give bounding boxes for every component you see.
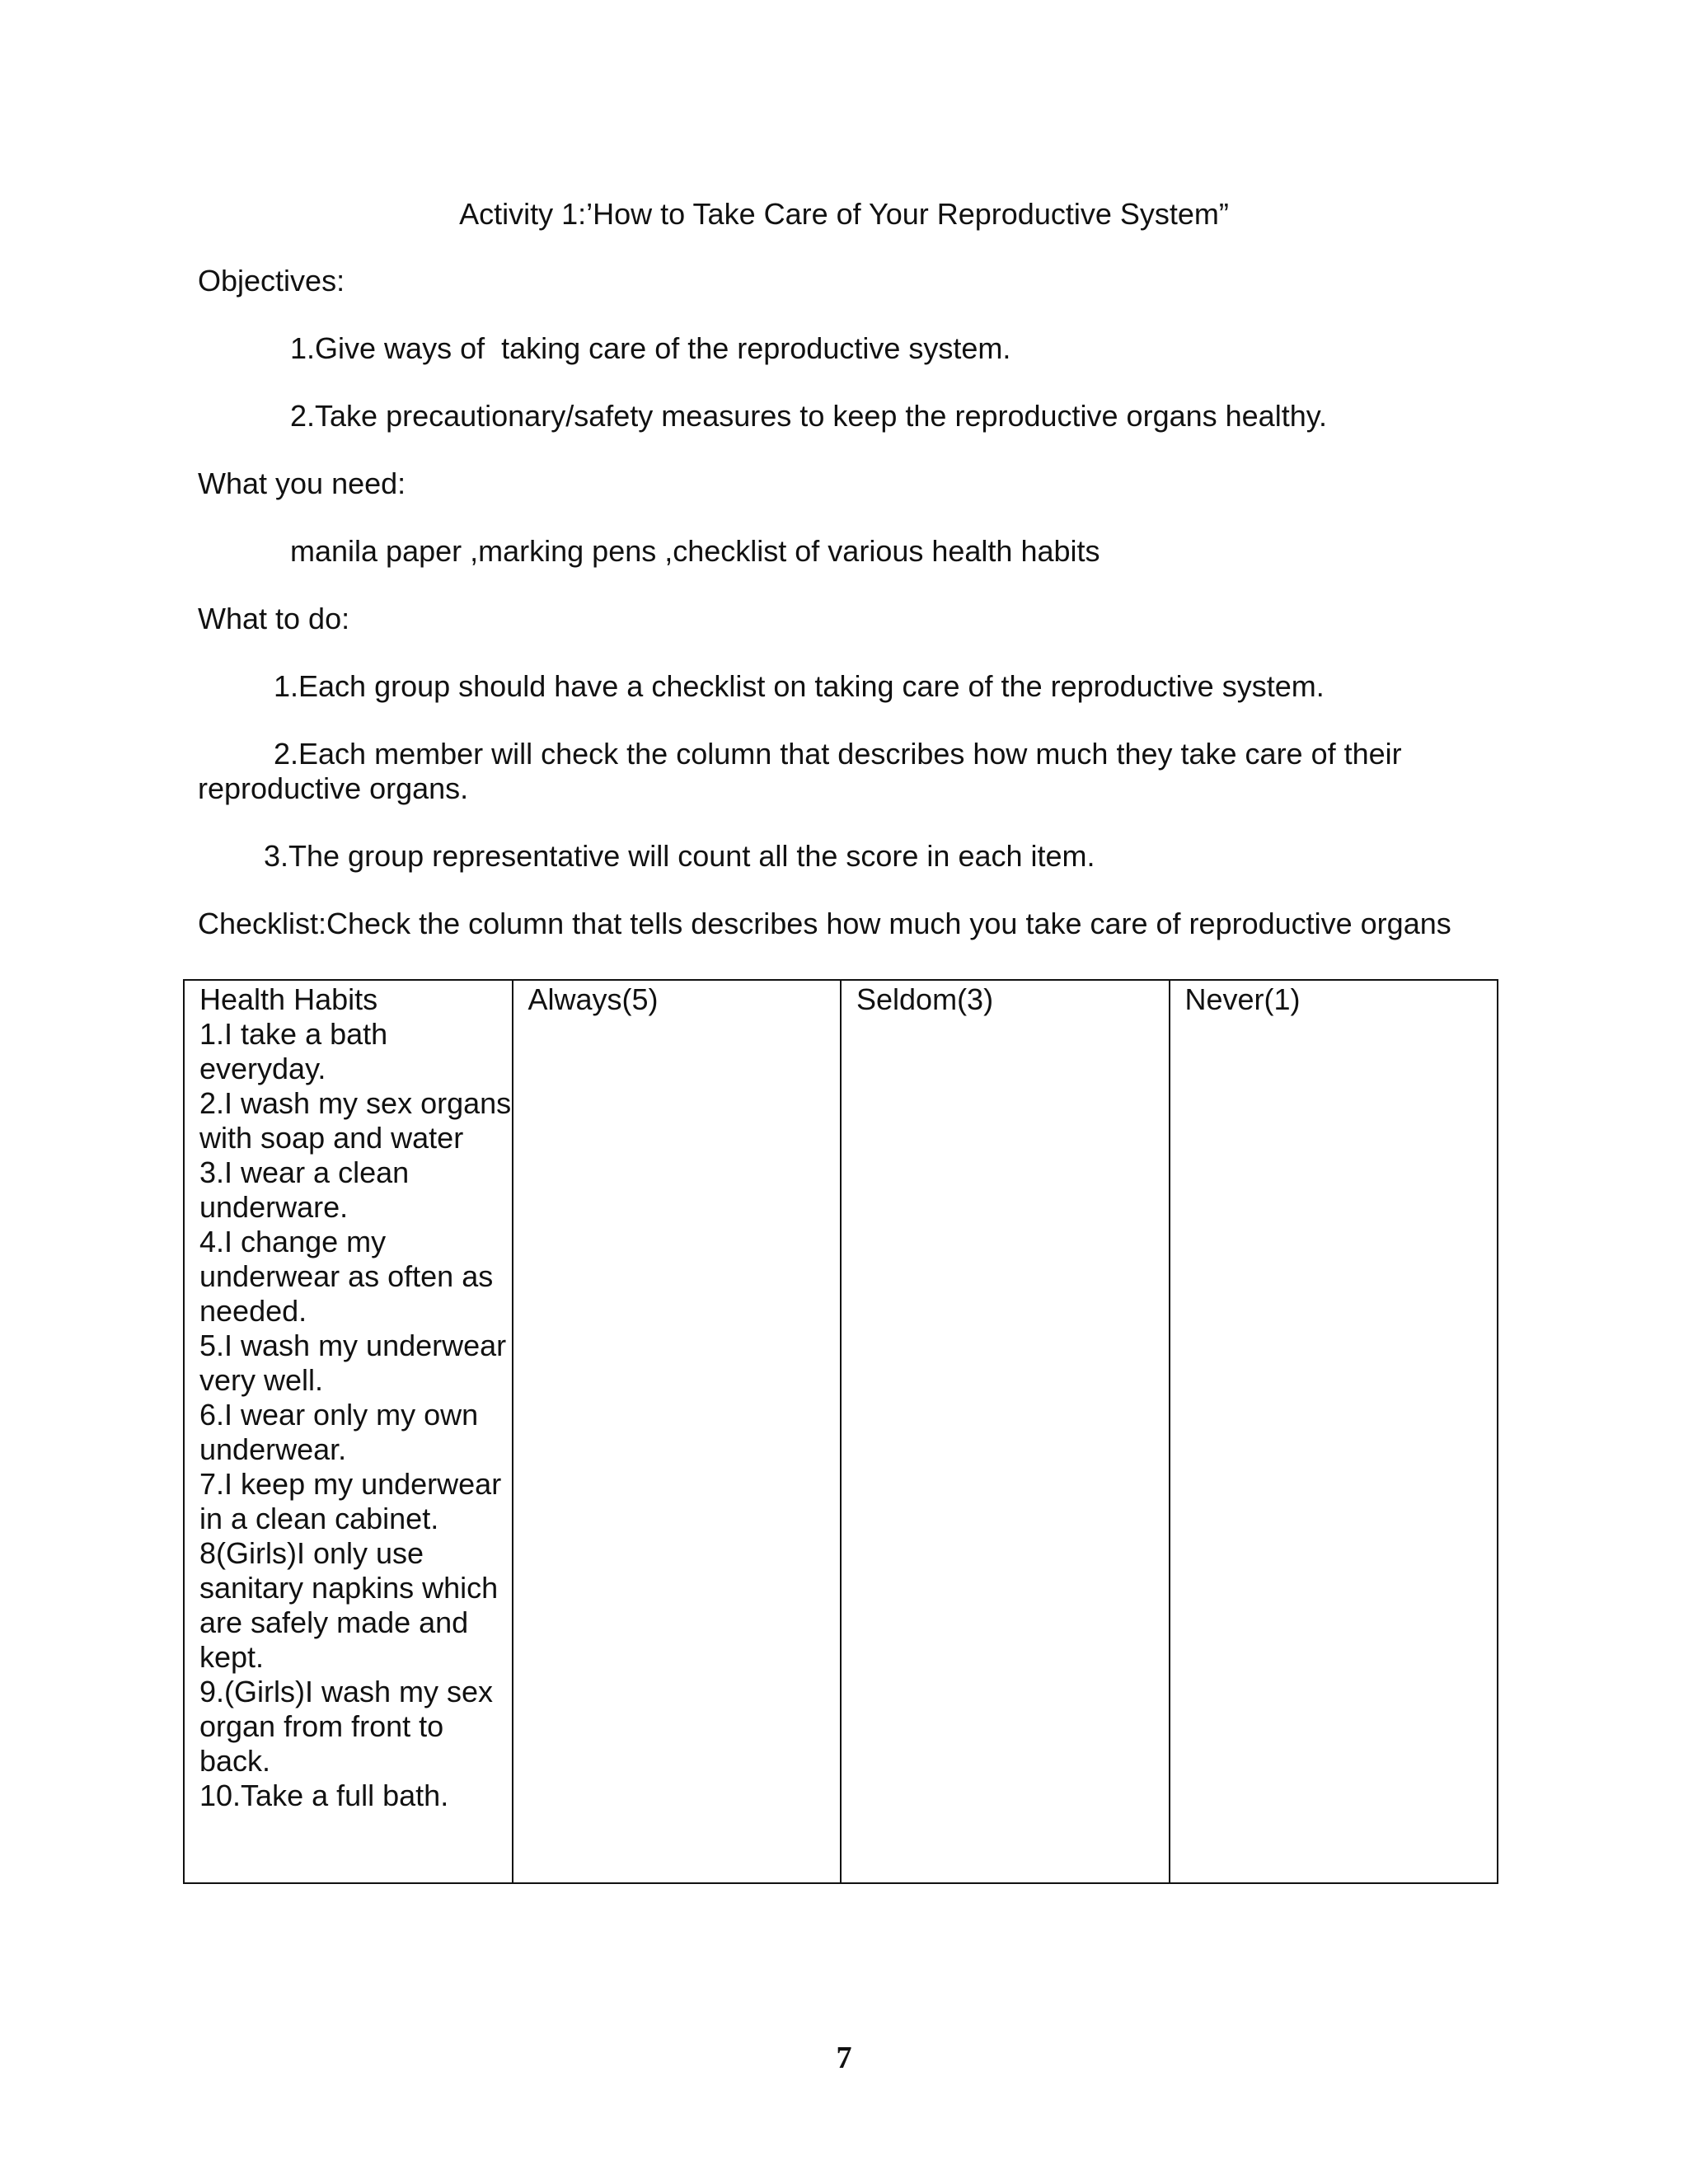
- habit-list: [199, 1017, 512, 1813]
- materials-heading: What you need:: [198, 466, 406, 500]
- materials-list: manila paper ,marking pens ,checklist of various health habits: [290, 534, 1100, 568]
- health-habits-cell: [184, 980, 513, 1883]
- objective-item: 1.Give ways of taking care of the reproductive system.: [290, 331, 1011, 365]
- procedure-step: 1.Each group should have a checklist on taking care of the reproductive system.: [274, 669, 1325, 703]
- procedure-step: 3.The group representative will count all the score in each item.: [264, 839, 1095, 873]
- list-item: 10.Take a full bath.: [199, 1779, 449, 1812]
- list-item: 8(Girls)I only use sanitary napkins which are safely made and kept.: [199, 1536, 499, 1674]
- procedure-heading: What to do:: [198, 602, 350, 635]
- column-header-never: Never(1): [1184, 982, 1301, 1016]
- objective-item: 2.Take precautionary/safety measures to keep the reproductive organs healthy.: [290, 399, 1328, 433]
- list-item: 2.I wash my sex organs with soap and water: [199, 1086, 512, 1155]
- objectives-heading: Objectives:: [198, 264, 345, 298]
- column-header-always: Always(5): [528, 982, 659, 1016]
- health-habits-checklist-table: [183, 979, 1498, 1884]
- column-header-seldom: Seldom(3): [856, 982, 994, 1016]
- never-column-cell[interactable]: [1170, 980, 1498, 1883]
- table-row: [184, 980, 1498, 1883]
- list-item: 9.(Girls)I wash my sex organ from front to back.: [199, 1675, 494, 1778]
- list-item: 1.I take a bath everyday.: [199, 1017, 388, 1085]
- list-item: 4.I change my underwear as often as needed.: [199, 1225, 494, 1328]
- procedure-step: 2.Each member will check the column that describes how much they take care of their reproductive organs.: [198, 737, 1402, 805]
- column-header-health-habits: Health Habits: [199, 982, 378, 1016]
- checklist-heading: Checklist:Check the column that tells describes how much you take care of reproductive organs: [198, 907, 1451, 940]
- list-item: 7.I keep my underwear in a clean cabinet.: [199, 1467, 502, 1535]
- list-item: 3.I wear a clean underware.: [199, 1155, 410, 1224]
- page-title: Activity 1:’How to Take Care of Your Reproductive System”: [459, 197, 1229, 231]
- list-item: 5.I wash my underwear very well.: [199, 1329, 507, 1397]
- page-number: 7: [836, 2041, 852, 2075]
- always-column-cell[interactable]: [513, 980, 842, 1883]
- seldom-column-cell[interactable]: [841, 980, 1170, 1883]
- list-item: 6.I wear only my own underwear.: [199, 1398, 479, 1466]
